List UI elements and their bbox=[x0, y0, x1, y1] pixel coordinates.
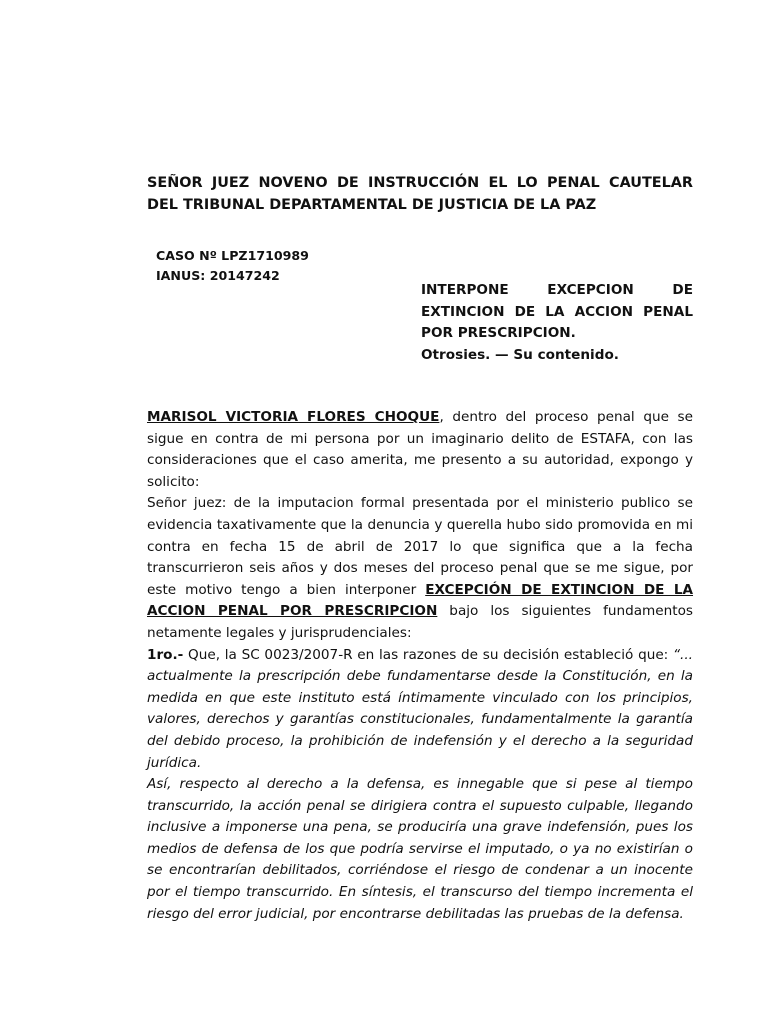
paragraph-text: Señor juez: de la imputacion formal presentada por el ministerio publico se evidencia taxativamente que la denuncia y querella hubo sido promovida en mi contra en fecha 15 de abril de 2017 lo que significa que a la fecha transcurrieron seis años y dos meses del proceso penal que se me sigue, por este motivo tengo a bien interponer bbox=[147, 495, 693, 598]
sumilla-line-3: POR PRESCRIPCION. bbox=[421, 325, 576, 341]
paragraph-introduction bbox=[147, 407, 693, 493]
paragraph-text: , dentro del proceso penal que se sigue en contra de mi persona por un imaginario delito de ESTAFA, con las consideraciones que el caso amerita, me presento a su autoridad, expongo y solicito: bbox=[147, 409, 693, 490]
ground-label: 1ro.- bbox=[147, 646, 184, 663]
document-heading: SEÑOR JUEZ NOVENO DE INSTRUCCIÓN EL LO PENAL CAUTELAR DEL TRIBUNAL DEPARTAMENTAL DE JUSTICIA DE LA PAZ bbox=[147, 175, 693, 213]
sumilla bbox=[421, 280, 693, 366]
sumilla-line-2: EXTINCION DE LA ACCION PENAL bbox=[421, 303, 693, 320]
case-info bbox=[156, 246, 309, 286]
paragraph-first-ground bbox=[147, 645, 693, 775]
case-number: CASO Nº LPZ1710989 bbox=[156, 248, 309, 263]
sumilla-line-4: Otrosies. — Su contenido. bbox=[421, 346, 619, 363]
quote-text: “... actualmente la prescripción debe fundamentarse desde la Constitución, en la medida en que este instituto está íntimamente vinculado con los principios, valores, derechos y garantías constitucionales, fundamentalmente la garantía del debido proceso, la prohibición de indefensión y el derecho a la seguridad jurídica. bbox=[147, 646, 693, 771]
petitioner-name: MARISOL VICTORIA FLORES CHOQUE bbox=[147, 409, 440, 425]
paragraph-text: bajo los siguientes fundamentos netamente legales y jurisprudenciales: bbox=[147, 603, 693, 641]
document-body bbox=[147, 407, 693, 925]
ianus-number: IANUS: 20147242 bbox=[156, 268, 280, 283]
quote-paragraph: Así, respecto al derecho a la defensa, es innegable que si pese al tiempo transcurrido, la acción penal se dirigiera contra el supuesto culpable, llegando inclusive a imponerse una pena, se produciría una grave indefensión, pues los medios de defensa de los que podría servirse el imputado, o ya no existirían o se encontrarían debilitados, corriéndose el riesgo de condenar a un inocente por el tiempo transcurrido. En síntesis, el transcurso del tiempo incrementa el riesgo del error judicial, por encontrarse debilitadas las pruebas de la defensa. bbox=[147, 776, 693, 922]
sumilla-line-1: INTERPONE EXCEPCION DE bbox=[421, 282, 693, 298]
paragraph-request bbox=[147, 493, 693, 644]
exception-title: EXCEPCIÓN DE EXTINCION DE LA ACCION PENAL POR PRESCRIPCION bbox=[147, 581, 694, 620]
paragraph-text: Que, la SC 0023/2007-R en las razones de su decisión estableció que: bbox=[183, 646, 673, 663]
